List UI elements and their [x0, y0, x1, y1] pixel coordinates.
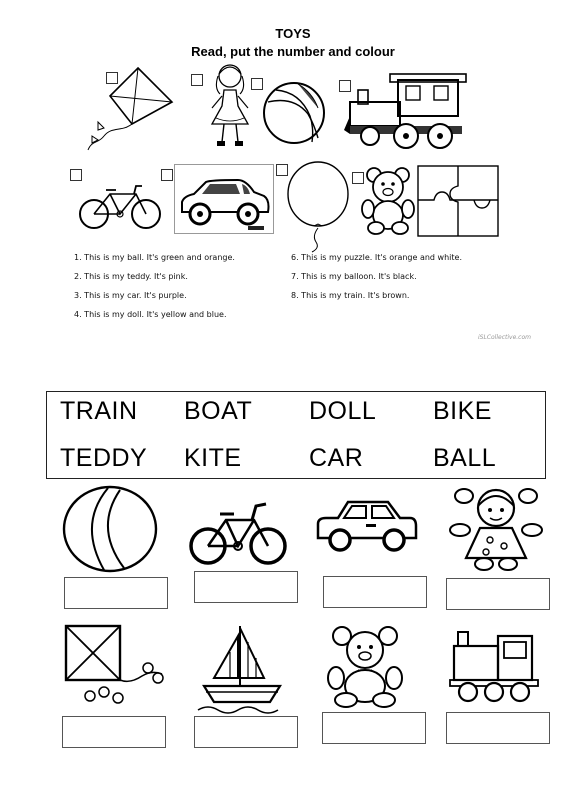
checkbox-car[interactable] [161, 169, 173, 181]
answer-box-teddy[interactable] [322, 712, 426, 744]
word-boat: BOAT [184, 397, 253, 425]
kite-icon [60, 622, 170, 708]
sentence-4: 4. This is my doll. It's yellow and blue. [74, 310, 227, 319]
sentence-7: 7. This is my balloon. It's black. [291, 272, 417, 281]
answer-box-bike[interactable] [194, 571, 298, 603]
sentence-2: 2. This is my teddy. It's pink. [74, 272, 188, 281]
boat-icon [194, 622, 290, 714]
word-doll: DOLL [309, 397, 377, 425]
balloon-icon [284, 160, 354, 250]
answer-box-ball[interactable] [64, 577, 168, 609]
word-teddy: TEDDY [60, 444, 148, 472]
kite-icon [82, 66, 182, 156]
car-icon [178, 178, 272, 226]
page-subtitle: Read, put the number and colour [191, 44, 395, 59]
word-bike: BIKE [433, 397, 492, 425]
train-icon [340, 72, 476, 152]
teddy-icon [322, 624, 408, 708]
watermark: iSLCollective.com [478, 334, 531, 341]
answer-box-boat[interactable] [194, 716, 298, 748]
teddy-icon [358, 165, 418, 235]
bike-icon [188, 498, 288, 568]
ball-icon [262, 80, 326, 146]
puzzle-icon [416, 164, 500, 238]
word-ball: BALL [433, 444, 497, 472]
sentence-8: 8. This is my train. It's brown. [291, 291, 410, 300]
sentence-3: 3. This is my car. It's purple. [74, 291, 187, 300]
ball-icon [60, 484, 160, 574]
page-title: TOYS [275, 26, 311, 41]
train-icon [446, 628, 542, 704]
answer-box-car[interactable] [323, 576, 427, 608]
doll-icon [446, 484, 546, 572]
answer-box-train[interactable] [446, 712, 550, 744]
answer-box-kite[interactable] [62, 716, 166, 748]
car-caption-mark [248, 226, 264, 230]
car-icon [314, 496, 420, 554]
doll-icon [200, 62, 260, 154]
word-car: CAR [309, 444, 364, 472]
answer-box-doll[interactable] [446, 578, 550, 610]
word-train: TRAIN [60, 397, 138, 425]
word-kite: KITE [184, 444, 242, 472]
bike-icon [78, 180, 162, 232]
sentence-1: 1. This is my ball. It's green and orange. [74, 253, 235, 262]
sentence-6: 6. This is my puzzle. It's orange and white. [291, 253, 462, 262]
